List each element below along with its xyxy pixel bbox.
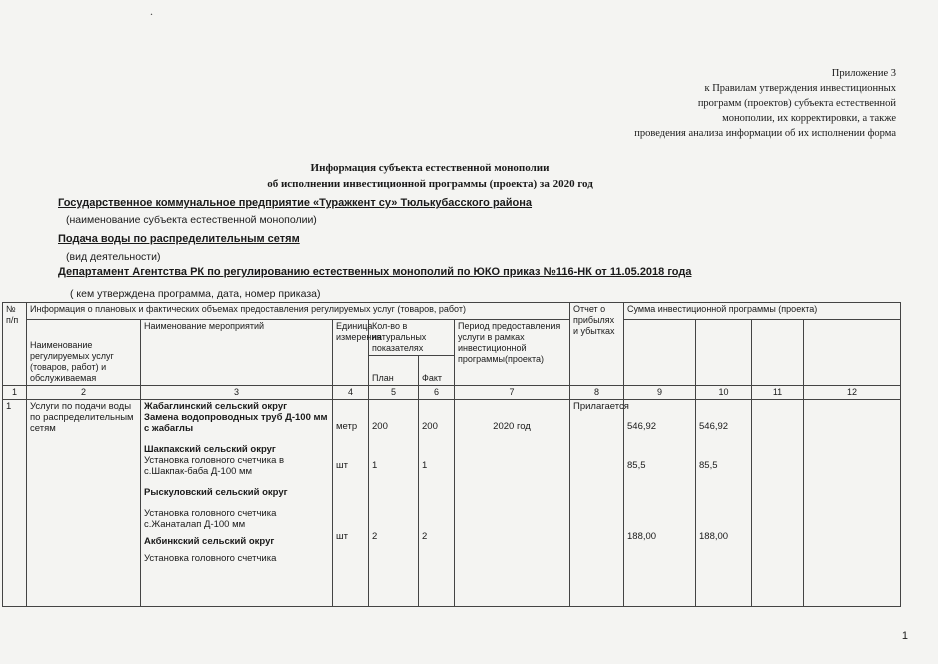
units-cell — [333, 400, 369, 607]
col-number-11: 11 — [752, 386, 804, 400]
header-fact: Факт — [419, 356, 455, 386]
annex-line-4: монополии, их корректировки, а также — [722, 113, 896, 124]
reasons-cell — [804, 400, 901, 607]
header-sum-group: Сумма инвестиционной программы (проекта) — [624, 303, 901, 320]
sum-plan-3: 188,00 — [627, 531, 657, 542]
annex-line-3: программ (проектов) субъекта естественной — [697, 98, 896, 109]
annex-line-2: к Правилам утверждения инвестиционных — [704, 83, 896, 94]
fact-qty-3: 2 — [422, 531, 428, 542]
annex-header — [566, 66, 896, 141]
district-2: Шакпакский сельский округ — [144, 444, 276, 455]
col-number-6: 6 — [419, 386, 455, 400]
header-sum-spacer-2 — [696, 320, 752, 386]
table-row — [3, 400, 901, 607]
col-number-7: 7 — [455, 386, 570, 400]
sum-plan-2: 85,5 — [627, 460, 646, 471]
col-number-9: 9 — [624, 386, 696, 400]
measures-cell — [141, 400, 333, 607]
doc-title-line-1: Информация субъекта естественной монополии — [310, 162, 550, 174]
approved-caption: ( кем утверждена программа, дата, номер приказа) — [70, 288, 321, 300]
header-period: Период предоставления услуги в рамках инвестиционной программы(проекта) — [455, 320, 570, 386]
fact-qty-cell — [419, 400, 455, 607]
service-name: Услуги по подачи воды по распределительным сетям — [27, 400, 141, 607]
activity-caption: (вид деятельности) — [66, 251, 161, 263]
sum-plan-cell — [624, 400, 696, 607]
page-number: 1 — [901, 630, 908, 642]
col-number-10: 10 — [696, 386, 752, 400]
subject-name-caption: (наименование субъекта естественной монополии) — [66, 214, 317, 226]
col-number-5: 5 — [369, 386, 419, 400]
col-number-4: 4 — [333, 386, 369, 400]
district-4: Акбинкский сельский округ — [144, 536, 275, 547]
header-no: № п/п — [3, 303, 27, 386]
plan-qty-1: 200 — [372, 421, 388, 432]
measure-1: Замена водопроводных труб Д-100 мм с жабаглы — [144, 412, 328, 434]
header-sum-spacer-3 — [752, 320, 804, 386]
header-sum-spacer-1 — [624, 320, 696, 386]
sum-fact-1: 546,92 — [699, 421, 729, 432]
district-1: Жабаглинский сельский округ — [144, 401, 288, 412]
fact-qty-1: 200 — [422, 421, 438, 432]
measure-4: Установка головного счетчика — [144, 553, 277, 564]
header-report: Отчет о прибылях и убытках — [570, 303, 624, 386]
sum-fact-cell — [696, 400, 752, 607]
header-plan: План — [369, 356, 419, 386]
header-unit: Единица измерения — [333, 320, 369, 386]
district-3: Рыскуловский сельский округ — [144, 487, 288, 498]
header-info-group: Информация о плановых и фактических объемах предоставления регулируемых услуг (товаров, работ) — [27, 303, 570, 320]
deviation-cell — [752, 400, 804, 607]
unit-1: метр — [336, 421, 358, 432]
sum-fact-3: 188,00 — [699, 531, 729, 542]
col-number-3: 3 — [141, 386, 333, 400]
report-cell: Прилагается — [570, 400, 624, 607]
header-qty-group: Кол-во в натуральных показателях — [369, 320, 455, 356]
period-cell — [455, 400, 570, 607]
subject-name: Государственное коммунальное предприятие «Туражкент су» Тюлькубасского района — [58, 197, 533, 209]
plan-qty-cell — [369, 400, 419, 607]
plan-qty-3: 2 — [372, 531, 378, 542]
col-number-8: 8 — [570, 386, 624, 400]
measure-3: Установка головного счетчика с.Жанаталап Д-100 мм — [144, 508, 277, 530]
unit-2: шт — [336, 460, 348, 471]
scan-speck: . — [150, 4, 153, 18]
activity-type: Подача воды по распределительным сетям — [58, 233, 300, 245]
header-service-name: Наименование регулируемых услуг (товаров, работ) и обслуживаемая — [27, 320, 141, 386]
doc-title-line-2: об исполнении инвестиционной программы (проекта) за 2020 год — [267, 178, 593, 190]
measure-2: Установка головного счетчика в с.Шакпак-баба Д-100 мм — [144, 455, 285, 477]
period-value: 2020 год — [493, 421, 531, 432]
investment-table — [2, 302, 901, 607]
header-measure-name: Наименование мероприятий — [141, 320, 333, 386]
row-number: 1 — [3, 400, 27, 607]
sum-plan-1: 546,92 — [627, 421, 657, 432]
plan-qty-2: 1 — [372, 460, 378, 471]
col-number-12: 12 — [804, 386, 901, 400]
col-number-1: 1 — [3, 386, 27, 400]
sum-fact-2: 85,5 — [699, 460, 718, 471]
header-sum-spacer-4 — [804, 320, 901, 386]
approved-by: Департамент Агентства РК по регулированию естественных монополий по ЮКО приказ №116-НК от 11.05.2018 года — [58, 266, 692, 278]
col-number-2: 2 — [27, 386, 141, 400]
annex-line-1: Приложение 3 — [831, 68, 896, 79]
unit-3: шт — [336, 531, 348, 542]
fact-qty-2: 1 — [422, 460, 428, 471]
annex-line-5: проведения анализа информации об их исполнении форма — [634, 128, 896, 139]
